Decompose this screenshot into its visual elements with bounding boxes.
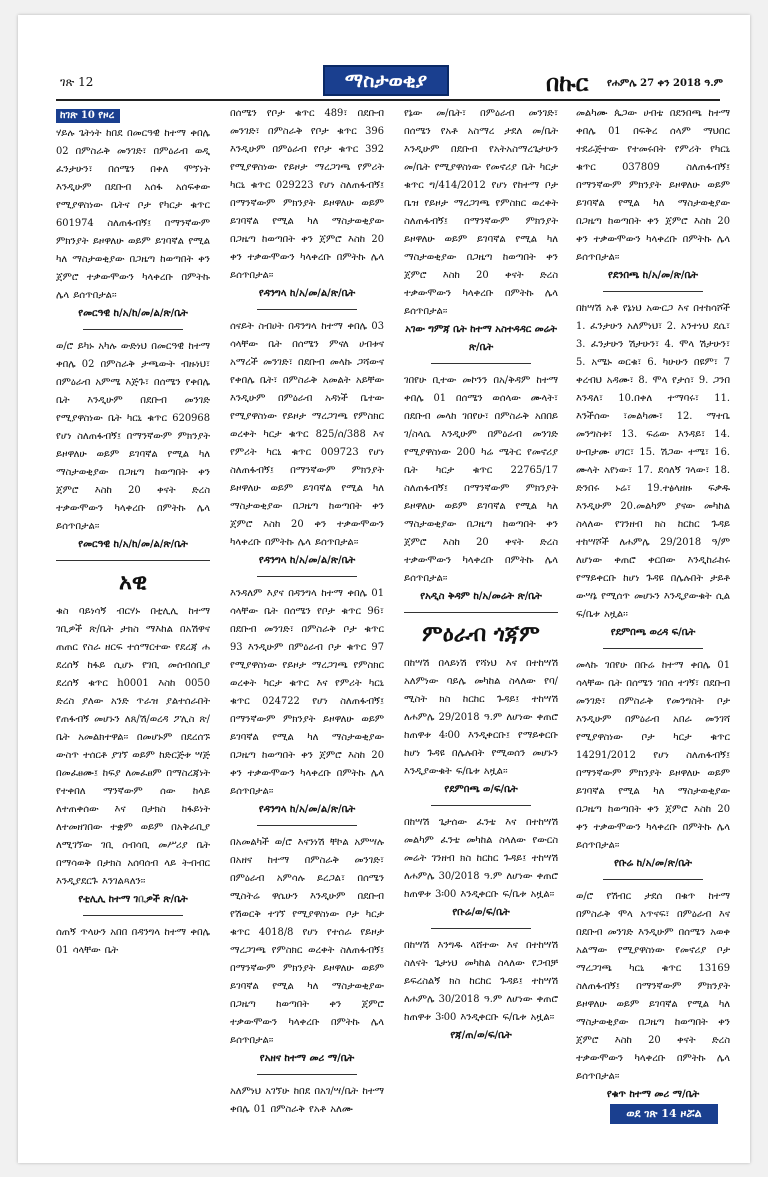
notice-signature: የቁጥ ከተማ መሪ ማ/ቤት (606, 1089, 700, 1100)
notice-text: በአመልካች ወ/ሮ እናንነሽ ቸኮል አምሣሉ በአዘና ከተማ በምስራቅ መንገድ፣ በምዕራብ አምሳሉ ይረጋል፣ በሰሜን ሚስትሬ ዋሴሁን እንዲሁም በደቡብ የሽወርቅ ተገኘ የሚያዋስነው ቦታ ካርታ ቁጥር 4018/8 የሆነ የተሰራ የይዞታ ማረጋገጫ የምስክር ወረቀት ስለጠፋብኝ፤ በማንኛውም ምክንያት ይዞዋለሁ ወይም ይገባኛል የሚል ካለ ማስታወቂያው በጋዜጣ ከወጣበት ቀን ጀምሮ ተቃውሞውን ካላቀረቡ በምትኩ ሌላ ይሰጥበታል፡፡ (230, 837, 384, 1046)
notice-signature: የቡሬ/ወ/ፍ/ቤት (452, 907, 510, 918)
continued-from-tag: ከገጽ 10 የዞረ (56, 109, 120, 123)
column-4 (576, 103, 730, 1108)
notice-divider (257, 825, 357, 826)
notice-text: በከሣሽ አቶ የኔነህ አውርጋ እና በተከሳሾች 1. ፈንታሁን አለምነህ፣ 2. አንተነህ ደሴ፣ 3. ፈንታሁን ሽታሁን፣ 4. ሞላ ሽታሁን፣ 5. አሜኑ ወርቁ፣ 6. ካሁሁን በዩም፣ 7 ቀረብህ አዳሙ፣ 8. ሞላ የታሰ፣ 9. ጋንበ እንዳለ፣ 10.በቀለ ተማባሩ፣ 11. እንችሰው ፣መልካሙ፣ 12. ማተቤ መንግስቱ፣ 13. ፍሬው እንዳይ፣ 14. ሁብታሙ ሀገር፣ 15. ሽጋው ተሜ፣ 16. ሙላት አየነው፣ 17. ደሳለኝ ገላው፣ 18. ድንበሩ ኑሬ፣ 19.ተፅላዘዙ ፍቃዱ እንዲሁም 20.መልካም ያናው መካከል ስላለው የገንዘብ ክስ ከርከር ጉዳይ ተከሣሾች ለሐምሌ 29/2018 ዓ/ም ለሆነው ቀጠሮ ቀርበው እንዲከራከሩ የማይቀርቡ ከሆነ ጉዳዩ በሌሉበት ታይቶ ውሣኔ የሚሰጥ መሆኑን እንዲያውቁት ሲል ፍ/ቤቱ አዟል፡፡ (576, 303, 730, 620)
header-rule (56, 99, 720, 101)
column-3 (404, 103, 558, 1049)
notice-text: ቁስ ባይነሳኝ ብርሃኑ በቲሊሊ ከተማ ገቢዎች ጽ/ቤት ታክስ ማእከል በአሽዋና ጠጠር የስራ ዘርፍ ተሰማርተው የደረጃ ሐ ደረሰኝ ከፋይ ሲሆኑ የገቢ መሰብሰቢያ ደረሰኝ ቁጥር h0001 እስከ 0050 ድረስ ያለው አንድ ጥራዝ ያልተሰራበት የጠፋብኝ መሆኑን ለጸ/ሽ/ወረዳ ፖሊስ ጽ/ቤት አመልክተዋል፡፡ በመሆኑም በደረሰኙ ውስጥ ተሰርቶ ያገኘ ወይም ከድርጅቱ ሣጅ በመፈፀሙ፤ ከፍያ ለመፈፀም በማስረጃነት የተቀበለ ማንኛውም ሰው ከላይ ለተጠቀሰው እና በታክስ ከፋይነት ለተመዘገበው ተቋም ወይም በአቅራቢያ ለሚገኘው ገቢ ሰብሳቢ መሥሪያ ቤት በማሳወቅ በታክስ አሰባሰብ ላይ ትብብር እንዲያደርጉ እንገልጻለን፡፡ (56, 606, 210, 887)
notice-signature: የቲሊሊ ከተማ ገቢዎች ጽ/ቤት (78, 894, 188, 905)
notice-text: መልካሙ ጴጋው ሀብቴ በደንበጫ ከተማ ቀበሌ 01 በፍቅረ ሰላም ማህበር ተደራጅተው የተመሩበት የምሪት የካርኒ ቁጥር 037809 ስለጠፋብኝ፤ በማንኛውም ምክንያት ይዞዋለሁ ወይም ይገባኛል የሚል ካለ ማስታወቂያው በጋዜጣ ከወጣበት ቀን ጀምሮ እስከ 20 ቀን ተቃውሞውን ካላቀረቡ በምትኩ ሌላ ይሰጥበታል፡፡ (576, 108, 730, 263)
page-number: ገጽ 12 (60, 75, 94, 89)
region-heading: ምዕራብ ጎጃም (422, 621, 540, 647)
notice-signature: የዳንግላ ከ/አ/መ/ል/ጽ/ቤት (258, 804, 356, 815)
notice-signature: የአዘና ከተማ መሪ ማ/ቤት (259, 1053, 355, 1064)
region-heading: አዊ (118, 569, 148, 595)
notice-signature: አገው ግምጃ ቤት ከተማ አስተዳዳር መሬት ጽ/ቤት (405, 324, 557, 353)
notice-divider (83, 329, 183, 330)
notice-divider (603, 879, 703, 880)
notice-text: ሃይሉ ጌትነት ከበደ በመርዓዊ ከተማ ቀበሌ 02 በምስራቅ መንገድ፣ በምዕራብ ወዲ ፈንታሁን፣ በሰሜን በቀለ ሞኘነት እንዲሁም በደቡብ አሰፋ አሰፍቀው የሚያዋስነው ቤትና ቦታ የካርታ ቁጥር 601974 ስለጠፋብኝ፤ በማንኛውም ምክንያት ይዞዋለሁ ወይም ይገባኛል የሚል ካለ ማስታወቂያው በጋዜጣ ከወጣበት ቀን ጀምሮ ተቃውሞውን ካላቀረቡ በምትኩ ሌላ ይሰጥበታል፡፡ (56, 128, 210, 301)
section-divider (404, 612, 558, 613)
notice-text: እንዳለም እያና በዳንግላ ከተማ ቀበሌ 01 ሳላቸው ቤት በሰሜን የቦታ ቁጥር 96፣ በደቡብ መንገድ፣ በምስራቅ ቦታ ቁጥር 93 እንዲሁም በምዕራብ ቦታ ቁጥር 97 የሚያዋስነው የይዞታ ማረጋገጫ የምስክር ወረቀት ካርታ ቁጥር እና የምሪት ካርኒ ቁጥር 024722 የሆነ ስለጠፋብኝ፤ በማንኛውም ምክንያት ይዞዋለሁ ወይም ይገባኛል የሚል ካለ ማስታወቂያው በጋዜጣ ከወጣበት ቀን ጀምሮ እስከ 20 ቀን ተቃውሞውን ካላቀረቡ በምትኩ ሌላ ይሰጥበታል፡፡ (230, 588, 384, 797)
notice-signature: የአዲስ ቅዳም ከ/አ/መሬት ጽ/ቤት (420, 591, 542, 602)
column-2 (230, 103, 384, 1119)
notice-signature: የቡሬ ከ/አ/መ/ጽ/ቤት (614, 858, 692, 869)
notice-divider (83, 915, 183, 916)
notice-divider (431, 805, 531, 806)
notice-divider (431, 363, 531, 364)
notice-signature: የደምበጫ ወ/ፍ/ቤት (444, 784, 518, 795)
section-divider (56, 560, 210, 561)
newspaper-page (18, 15, 750, 1163)
notice-signature: የመርዓዊ ከ/አ/ከ/መ/ል/ጽ/ቤት (78, 308, 188, 319)
notice-signature: የደምበጫ ወረዳ ፍ/ቤት (610, 627, 696, 638)
notice-signature: የደንበጫ ከ/አ/መ/ጽ/ቤት (608, 270, 698, 281)
notice-divider (257, 1074, 357, 1075)
notice-text: በከሣሽ እንግዱ ላሸተው እና በተከሣሽ ስለናት ጌታነህ መካከል ስላለው የጋብቻ ይፍረስልኝ ክስ ከርከር ጉዳይ፤ ተከሣሽ ለሐምሌ 30/2018 ዓ.ም ለሆነው ቀጠሮ ከጠዋቱ 3፡00 እንዲቀርቡ ፍ/ቤቱ አዟል፡፡ (404, 940, 558, 1023)
notice-text: ወ/ሮ ይካኑ አካሉ ውድነህ በመርዓዊ ከተማ ቀበሌ 02 በምስራቅ ታጫውት ብዙነህ፣ በምዕራብ አምሜ እጅጉ፣ በሰሜን የቀበሌ ቤት እንዲሁም በደቡብ መንገድ የሚያዋስነው ቤት ካርኒ ቁጥር 620968 የሆነ ስለጠፋብኝ፤ በማንኛውም ምክንያት ይዞዋለሁ ወይም ይገባኛል የሚል ካለ ማስታወቂያው በጋዜጣ ከወጣበት ቀን ጀምሮ እስከ 20 ቀናት ድረስ ተቃውሞውን ካላቀረቡ በምትኩ ሌላ ይሰጥበታል፡፡ (56, 341, 210, 532)
notice-text: በከሣሽ በላይነሽ የሻነህ እና በተከሣሽ አለምነው ባይሌ መካከል ስላለው የባ/ሚስት ክስ ከርከር ጉዳይ፤ ተከሣሽ ለሐምሌ 29/2018 ዓ.ም ለሆነው ቀጠሮ ከጠዋቱ 4፡00 እንዲቀርቡ፤ የማይቀርቡ ከሆነ ጉዳዩ በሌሉበት የሚወሰን መሆኑን እንዲያውቁት ፍ/ቤቱ አዟል፡፡ (404, 658, 558, 777)
notice-divider (431, 928, 531, 929)
notice-signature: የዳንግላ ከ/አ/መ/ል/ጽ/ቤት (258, 288, 356, 299)
column-1 (56, 103, 210, 960)
issue-date: የሐምሌ 27 ቀን 2018 ዓ.ም (607, 78, 724, 89)
continued-to-tag: ወደ ገጽ 14 ዞሯል (610, 1104, 718, 1124)
notice-text: በከሣሽ ጌታሰው ፈንቴ እና በተከሣሽ መልካም ፈንቴ መካከል ስላለው የውርስ መሬት ገንዘብ ክስ ከርከር ጉዳይ፤ ተከሣሽ ለሐምሌ 30/2018 ዓ.ም ለሆነው ቀጠሮ ከጠዋቱ 3፡00 እንዲቀርቡ ፍ/ቤቱ አዟል፡፡ (404, 817, 558, 900)
notice-divider (603, 291, 703, 292)
publication-name: በኩር (546, 70, 589, 97)
notice-divider (603, 648, 703, 649)
notice-divider (257, 576, 357, 577)
section-logo: ማስታወቂያ (323, 65, 449, 96)
notice-text: መላኩ ገበየሁ በቡሬ ከተማ ቀበሌ 01 ሳላቸው ቤት በሰሜን ገበሰ ተገኝ፣ በደቡብ መንገድ፣ በምስራቅ የመንግስት ቦታ እንዲሁም በምዕራብ አበራ መንገሻ የሚያዋስነው ቦታ ካርታ ቁጥር 14291/2012 የሆነ ስለጠፋብኝ፤ በማንኛውም ምክንያት ይዞዋለሁ ወይም ይገባኛል የሚል ካለ ማስታወቂያው በጋዜጣ ከወጣበት ቀን ጀምሮ እስከ 20 ቀን ተቃውሞውን ካላቀረቡ በምትኩ ሌላ ይሰጥበታል፡፡ (576, 660, 730, 851)
notice-signature: የዳንግላ ከ/አ/መ/ል/ጽ/ቤት (258, 555, 356, 566)
notice-text: ገበየሁ ቢተው መኮንን በአ/ቅዳም ከተማ ቀበሌ 01 በሰሜን ወሰላው ሙላት፣ በደቡብ መላከ ገበየሁ፣ በምስራቅ አበበይ ገ/ስላሴ እንዲሁም በምዕራብ መንገድ የሚያዋስነው 200 ካሬ ሜትር የመኖሪያ ቤት ካርታ ቁጥር 22765/17 ስለጠፋብኝ፤ በማንኛውም ምክንያት ይዞዋለሁ ወይም ይገባኛል የሚል ካለ ማስታወቂያው በጋዜጣ ከወጣበት ቀን ጀምሮ እስከ 20 ቀናት ድረስ ተቃውሞውን ካላቀረቡ በምትኩ ሌላ ይሰጥበታል፡፡ (404, 375, 558, 584)
notice-text: ሰናይት ስብሀት በዳንግላ ከተማ ቀበሌ 03 ሳላቸው ቤት በሰሜን ምናለ ሀብቱና አማረች መንገድ፣ በደቡብ መላኩ ጋሻውና የቀበሌ ቤት፣ በምስራቅ አመልት አይቸው እንዲሁም በምዕራብ አዳነች ቤተው የሚያዋስነው የይዞታ ማረጋገጫ የምስክር ወረቀት ካርታ ቁጥር 825/ሰ/388 እና የምሪት ካርኒ ቁጥር 009723 የሆነ ስለጠፋብኝ፤ በማንኛውም ምክንያት ይዞዋለሁ ወይም ይገባኛል የሚል ካለ ማስታወቂያው በጋዜጣ ከወጣበት ቀን ጀምሮ እስከ 20 ቀን ተቃውሞውን ካላቀረቡ በምትኩ ሌላ ይሰጥበታል፡፡ (230, 321, 384, 548)
notice-signature: የመርዓዊ ከ/አ/ከ/መ/ል/ጽ/ቤት (78, 539, 188, 550)
notice-text: የኔው መ/ቤት፣ በምዕራብ መንገድ፣ በሰሜን የአቶ አስማረ ታደለ መ/ቤት እንዲሁም በደቡብ የአትአስማረጌታሁን መ/ቤት የሚያዋስነው የመኖሪያ ቤት ካርታ ቁጥር ግ/414/2012 የሆነ የከተማ ቦታ ቤዝ የይዞታ ማረጋገጫ የምስክር ወረቀት ስለጠፋብኝ፤ በማንኛውም ምክንያት ይዞዋለሁ ወይም ይገባኛል የሚል ካለ ማስታወቂያው በጋዜጣ ከወጣበት ቀን ጀምሮ እስከ 20 ቀናት ድረስ ተቃውሞውን ካላቀረቡ በምትኩ ሌላ ይሰጥበታል፡፡ (404, 108, 558, 317)
notice-text: ሰጠኝ ጥላሁን አበበ በዳንግላ ከተማ ቀበሌ 01 ሳላቸው ቤት (56, 927, 210, 956)
notice-signature: የጃ/ጠ/ወ/ፍ/ቤት (450, 1030, 512, 1041)
notice-text: በሰሜን የቦታ ቁጥር 489፣ በደቡብ መንገድ፣ በምስራቅ የቦታ ቁጥር 396 እንዲሁም በምዕራብ የቦታ ቁጥር 392 የሚያዋስነው የይዞታ ማረጋገጫ የምሪት ካርኒ ቁጥር 029223 የሆነ ስለጠፋብኝ፤ በማንኛውም ምክንያት ይዞዋለሁ ወይም ይገባኛል የሚል ካለ ማስታወቂያው በጋዜጣ ከወጣበት ቀን ጀምሮ እስከ 20 ቀን ተቃውሞውን ካላቀረቡ በምትኩ ሌላ ይሰጥበታል፡፡ (230, 108, 384, 281)
notice-text: ወ/ሮ የሽብር ታደሰ በቁጥ ከተማ በምስራቅ ሞላ አጥናፍ፣ በምዕራብ እና በደቡብ መንገድ እንዲሁም በሰሜን አወቀ አልማው የሚያዋስነው የመኖሪያ ቦታ ማረጋገጫ ካርኒ ቁጥር 13169 ስለጠፋብኝ፤ በማንኛውም ምክንያት ይዞዋለሁ ወይም ይገባኛል የሚል ካለ ማስታወቂያው በጋዜጣ ከወጣበት ቀን ጀምሮ እስከ 20 ቀናት ድረስ ተቃውሞውን ካላቀረቡ በምትኩ ሌላ ይሰጥበታል፡፡ (576, 891, 730, 1082)
notice-divider (257, 309, 357, 310)
notice-text: አለምነህ አገኘሁ ከበደ በአገ/ሣ/ቤት ከተማ ቀበሌ 01 በምስራቅ የአቶ አለሙ (230, 1086, 384, 1115)
